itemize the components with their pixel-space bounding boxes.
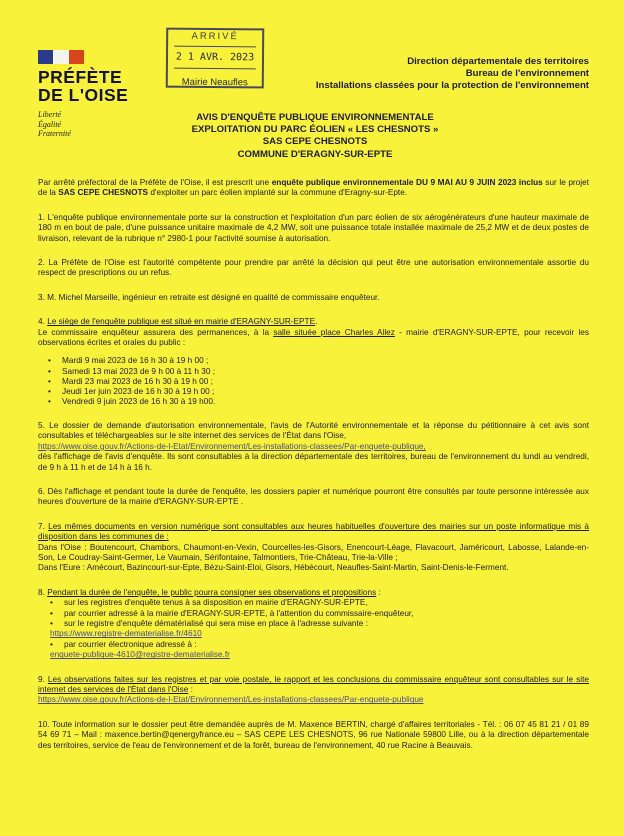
logo-motto: Liberté Égalité Fraternité <box>38 110 71 138</box>
stamp-mairie: Mairie Neaufles <box>181 76 248 89</box>
email-link[interactable]: enquete-publique-4610@registre-dematerialise.fr <box>50 650 230 660</box>
stamp-label: ARRIVÉ <box>191 30 239 43</box>
list-item: • Samedi 13 mai 2023 de 9 h 00 à 11 h 30 ; <box>62 367 589 377</box>
paragraph-4: 4. Le siège de l'enquête publique est situé en mairie d'ERAGNY-SUR-EPTE. Le commissaire enquêteur assurera des permanences, à la salle située place Charles Allez - mairie d'ERAGNY-SUR-EPTE, pour recevoir les observations écrites et orales du public : <box>38 317 589 348</box>
arrival-stamp <box>166 28 265 89</box>
paragraph-2: 2. La Préfète de l'Oise est l'autorité compétente pour prendre par arrêté la décision qui peut être une autorisation environnementale assortie du respect de prescriptions ou un refus. <box>38 258 589 278</box>
logo-line-2: DE L'OISE <box>38 85 129 105</box>
oise-website-link-2[interactable]: https://www.oise.gouv.fr/Actions-de-l-Etat/Environnement/Les-installations-classees/Par-enquete-publique <box>38 695 424 705</box>
paragraph-7: 7. Les mêmes documents en version numérique sont consultables aux heures habituelles d'ouverture des mairies sur un poste informatique mis à disposition dans les communes de : Dans l'Oise : Boutencourt, Chambors, Chaumont-en-Vexin, Courcelles-les-Gisors, Enencourt-Léage, Flavacourt, Jaméricourt, Labosse, Lalande-en-Son, Le Coudray-Saint-Germer, Le Vaumain, Sérifontaine, Talmontiers, Trie-Château, Trie-la-Ville ; Dans l'Eure : Amécourt, Bazincourt-sur-Epte, Bézu-Saint-Eloi, Gisors, Hébécourt, Neaufles-Saint-Martin, Saint-Denis-le-Ferment. <box>38 521 589 573</box>
paragraph-1: 1. L'enquête publique environnementale porte sur la construction et l'exploitation d'un parc éolien de six aérogénérateurs d'une hauteur maximale de 180 m en bout de pale, d'une puissance unitaire maximale de 4,2 MW, soit une puissance totale installée maximale de 25,2 MW et de deux postes de livraison, relevant de la rubrique n° 2980-1 pour l'activité soumise à autorisation. <box>38 212 589 243</box>
logo-line-1: PRÉFÈTE <box>38 67 123 87</box>
permanence-dates-list <box>38 356 589 406</box>
department-header: Direction départementale des territoires Bureau de l'environnement Installations classées pour la protection de l'environnement <box>315 56 589 91</box>
list-item: • par courrier électronique adressé à : <box>64 640 589 650</box>
observation-channels-list <box>38 598 589 629</box>
list-item: • Jeudi 1er juin 2023 de 16 h 30 à 19 h 00 ; <box>62 387 589 397</box>
notice-body <box>38 178 589 751</box>
intro-paragraph: Par arrêté préfectoral de la Préfète de l'Oise, il est prescrit une enquête publique environnementale DU 9 MAI AU 9 JUIN 2023 inclus sur le projet de la SAS CEPE CHESNOTS d'exploiter un parc éolien implanté sur la commune d'Eragny-sur-Epte. <box>38 178 589 198</box>
paragraph-8: 8. Pendant la durée de l'enquête, le public pourra consigner ses observations et propositions : <box>38 587 381 597</box>
list-item: • sur le registre d'enquête dématérialisé qui sera mise en place à l'adresse suivante : <box>64 619 589 629</box>
list-item: • Mardi 9 mai 2023 de 16 h 30 à 19 h 00 ; <box>62 356 589 366</box>
stamp-date: 2 1 AVR. 2023 <box>175 51 255 64</box>
list-item: • par courrier adressé à la mairie d'ERAGNY-SUR-EPTE, à l'attention du commissaire-enquêteur, <box>64 609 589 619</box>
oise-website-link[interactable]: https://www.oise.gouv.fr/Actions-de-l-Etat/Environnement/Les-installations-classees/Par-enquete-publique, <box>38 441 426 451</box>
list-item: • Mardi 23 mai 2023 de 16 h 30 à 19 h 00 ; <box>62 377 589 387</box>
notice-title: AVIS D'ENQUÊTE PUBLIQUE ENVIRONNEMENTALE EXPLOITATION DU PARC ÉOLIEN « LES CHESNOTS » SAS CEPE CHESNOTS COMMUNE D'ERAGNY-SUR-EPTE <box>191 112 439 160</box>
list-item: • Vendredi 9 juin 2023 de 16 h 30 à 19 h00. <box>62 397 589 407</box>
paragraph-6: 6. Dès l'affichage et pendant toute la durée de l'enquête, les dossiers papier et numérique pourront être consultés par toute personne intéressée aux heures d'ouverture de la mairie d'ERAGNY-SUR-EPTE . <box>38 486 589 507</box>
list-item: • sur les registres d'enquête tenus à sa disposition en mairie d'ERAGNY-SUR-EPTE, <box>64 598 589 608</box>
paragraph-10: 10. Toute information sur le dossier peut être demandée auprès de M. Maxence BERTIN, chargé d'affaires territoriales - Tél. : 06 07 45 81 21 / 01 89 54 69 71 – Mail : maxence.bertin@qenergyfrance.eu – SAS CEPE LES CHESNOTS, 96 rue Nationale 59800 Lille, ou à la direction départementale des territoires, service de l'eau de l'environnement et de la forêt, bureau de l'environnement, 40 rue Racine à Beauvais. <box>38 719 589 750</box>
paragraph-5: 5. Le dossier de demande d'autorisation environnementale, l'avis de l'Autorité environnementale et la réponse du pétitionnaire à cet avis sont consultables et téléchargeables sur le site internet des services de l'État dans l'Oise, https://www.oise.gouv.fr/Actions-de-l-Etat/Environnement/Les-installations-classees/Par-enquete-publique, dès l'affichage de l'avis d'enquête. Ils sont consultables à la direction départementale des territoires, bureau de l'environnement du lundi au vendredi, de 9 h à 11 h et de 14 h à 16 h. <box>38 420 589 472</box>
marianne-flag-icon <box>38 50 84 64</box>
paragraph-3: 3. M. Michel Marseille, ingénieur en retraite est désigné en qualité de commissaire enquêteur. <box>38 292 380 302</box>
paragraph-9: 9. Les observations faites sur les registres et par voie postale, le rapport et les conclusions du commissaire enquêteur sont consultables sur le site internet des services de l'État dans l'Oise : https://www.oise.gouv.fr/Actions-de-l-Etat/Environnement/Les-installations-classees/Par-enquete-publique <box>38 674 589 705</box>
registre-link[interactable]: https://www.registre-dematerialise.fr/4610 <box>50 629 202 639</box>
